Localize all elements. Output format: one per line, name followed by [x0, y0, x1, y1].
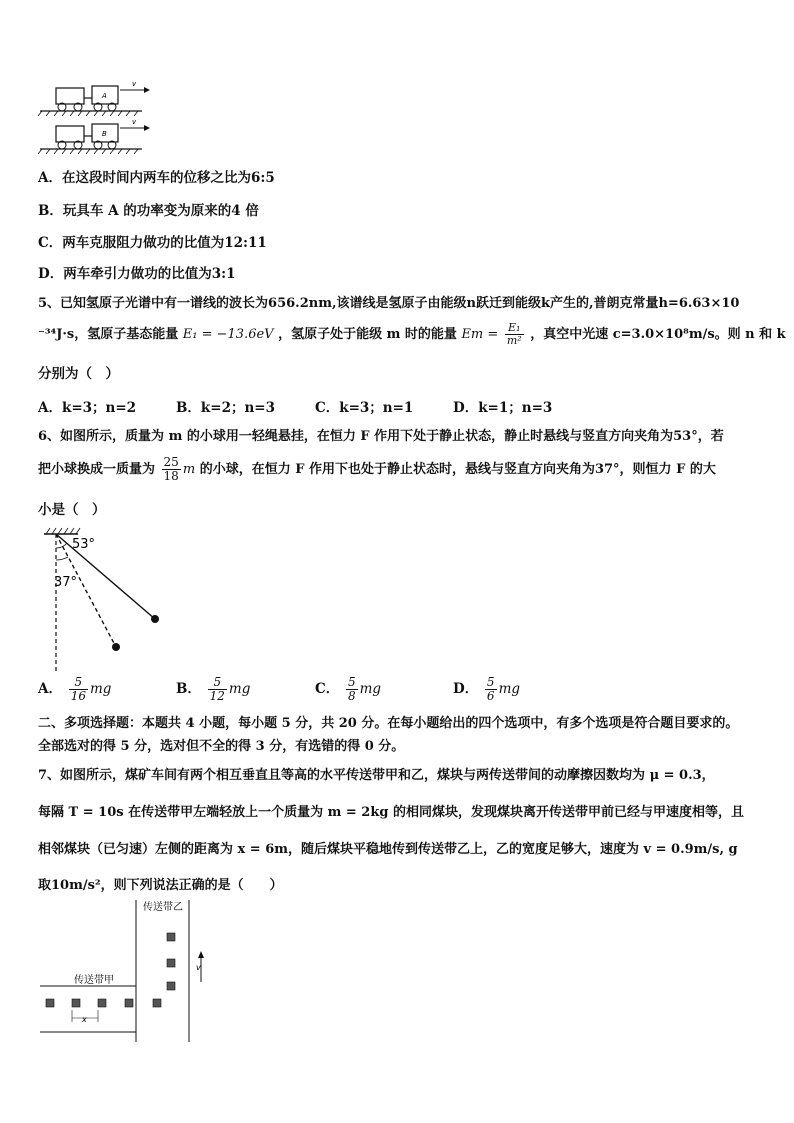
train-b-wagon	[56, 126, 84, 142]
q6-option-a-label: A．	[38, 681, 62, 698]
coal-block	[153, 999, 161, 1007]
q4-option-d: D．两车牵引力做功的比值为3:1	[38, 266, 236, 282]
q5-option-c: C．k=3；n=1	[315, 400, 414, 416]
coal-block	[167, 959, 175, 967]
q6-option-c-fraction	[346, 676, 358, 703]
q6-mass-denominator: 18	[163, 469, 179, 484]
section2-heading-line1: 二、多项选择题：本题共 4 小题，每小题 5 分，共 20 分。在每小题给出的四个选项中，有多个选项是符合题目要求的。	[38, 716, 739, 731]
ball-53	[151, 615, 159, 623]
belt-a-label: 传送带甲	[74, 975, 114, 986]
q5-stem-line3: 分别为（ ）	[38, 366, 119, 382]
q6-option-a-fraction	[69, 676, 88, 703]
q6-option-d-fraction	[485, 676, 497, 703]
pendulum-figure	[38, 526, 178, 676]
q6-option-a	[38, 676, 111, 703]
q6-option-b-den: 12	[209, 689, 225, 704]
velocity-label-b: v	[132, 118, 137, 126]
q5-text-c: ，真空中光速 c=3.0×10⁸m/s。则 n 和 k	[530, 327, 786, 343]
q5-text-a: ⁻³⁴J·s，氢原子基态能量	[38, 327, 179, 343]
section2-heading-line2: 全部选对的得 5 分，选对但不全的得 3 分，有选错的得 0 分。	[38, 739, 405, 754]
q6-mass-unit: m	[182, 462, 196, 478]
coal-block	[125, 999, 133, 1007]
q6-text-b: 的小球，在恒力 F 作用下也处于静止状态时，悬线与竖直方向夹角为37°，则恒力 F 的大	[199, 462, 716, 478]
q6-option-c-unit: mg	[359, 681, 382, 698]
coal-block	[167, 982, 175, 990]
q6-option-a-unit: mg	[89, 681, 112, 698]
angle-arc-53	[56, 543, 67, 548]
q6-text-a: 把小球换成一质量为	[38, 462, 156, 478]
q4-option-c: C．两车克服阻力做功的比值为12:11	[38, 235, 267, 251]
q6-option-d-den: 6	[486, 689, 495, 704]
q6-option-d	[453, 676, 520, 703]
ball-37	[112, 643, 120, 651]
q6-mass-numerator: 25	[163, 455, 179, 469]
q6-stem-line2	[38, 456, 716, 483]
train-a-wagon	[56, 88, 84, 104]
toy-car-figure	[36, 80, 166, 156]
q5-e1-formula: E₁ = −13.6eV	[182, 327, 274, 343]
q7-stem-line4: 取10m/s²，则下列说法正确的是（ ）	[38, 878, 283, 893]
q6-option-d-unit: mg	[498, 681, 521, 698]
q6-option-a-den: 16	[70, 689, 86, 704]
q5-option-d: D．k=1；n=3	[453, 400, 553, 416]
q5-em-fraction	[505, 322, 524, 347]
q6-option-c	[315, 676, 381, 703]
train-a-label: A	[102, 92, 107, 100]
q5-em-numerator: E₁	[505, 322, 524, 335]
q6-stem-line3: 小是（ ）	[38, 502, 106, 518]
belt-b-label: 传送带乙	[143, 902, 183, 913]
q5-em-lhs: Em =	[461, 327, 499, 343]
q6-mass-fraction	[162, 456, 181, 483]
train-b	[38, 118, 150, 154]
q5-option-a: A．k=3；n=2	[38, 400, 137, 416]
q6-option-c-num: 5	[347, 675, 356, 689]
q5-option-b: B．k=2；n=3	[176, 400, 275, 416]
train-a	[38, 80, 150, 116]
q5-em-denominator: m²	[506, 334, 522, 348]
q6-option-d-label: D．	[453, 681, 479, 698]
train-b-label: B	[102, 130, 107, 138]
distance-label-x: x	[82, 1015, 87, 1024]
q6-option-b-fraction	[208, 676, 227, 703]
coal-block	[98, 999, 106, 1007]
conveyor-figure	[36, 896, 236, 1046]
q6-option-a-num: 5	[69, 676, 88, 690]
q7-stem-line1: 7、如图所示，煤矿车间有两个相互垂直且等高的水平传送带甲和乙，煤块与两传送带间的动摩擦因数均为 μ = 0.3，	[38, 768, 715, 783]
q6-stem-line1: 6、如图所示，质量为 m 的小球用一轻绳悬挂，在恒力 F 作用下处于静止状态，静止时悬线与竖直方向夹角为53°，若	[38, 429, 724, 444]
velocity-label-v: v	[196, 963, 201, 972]
q6-option-d-num: 5	[486, 675, 495, 689]
q7-stem-line2: 每隔 T = 10s 在传送带甲左端轻放上一个质量为 m = 2kg 的相同煤块，发现煤块离开传送带甲前已经与甲速度相等，且	[38, 805, 744, 820]
coal-block	[72, 999, 80, 1007]
q6-option-c-den: 8	[347, 689, 356, 704]
q5-stem-line2	[38, 322, 786, 347]
coal-block	[167, 933, 175, 941]
angle-label-37: 37°	[54, 575, 78, 590]
q5-text-b: ，氢原子处于能级 m 时的能量	[278, 327, 457, 343]
q6-option-c-label: C．	[315, 681, 340, 698]
coal-block	[46, 999, 54, 1007]
q6-option-b-label: B．	[176, 681, 201, 698]
q6-option-b-unit: mg	[228, 681, 251, 698]
q5-stem-line1: 5、已知氢原子光谱中有一谱线的波长为656.2nm,该谱线是氢原子由能级n跃迁到能级k产生的,普朗克常量h=6.63×10	[38, 296, 740, 311]
q6-option-b	[176, 676, 250, 703]
q4-option-a: A．在这段时间内两车的位移之比为6:5	[38, 170, 275, 186]
q6-option-b-num: 5	[208, 676, 227, 690]
angle-label-53: 53°	[72, 537, 96, 552]
angle-arc-37	[56, 557, 68, 560]
velocity-label-a: v	[132, 80, 137, 88]
q4-option-b: B．玩具车 A 的功率变为原来的4 倍	[38, 203, 259, 219]
q7-stem-line3: 相邻煤块（已匀速）左侧的距离为 x = 6m，随后煤块平稳地传到传送带乙上，乙的宽度足够大，速度为 v = 0.9m/s, g	[38, 842, 738, 857]
